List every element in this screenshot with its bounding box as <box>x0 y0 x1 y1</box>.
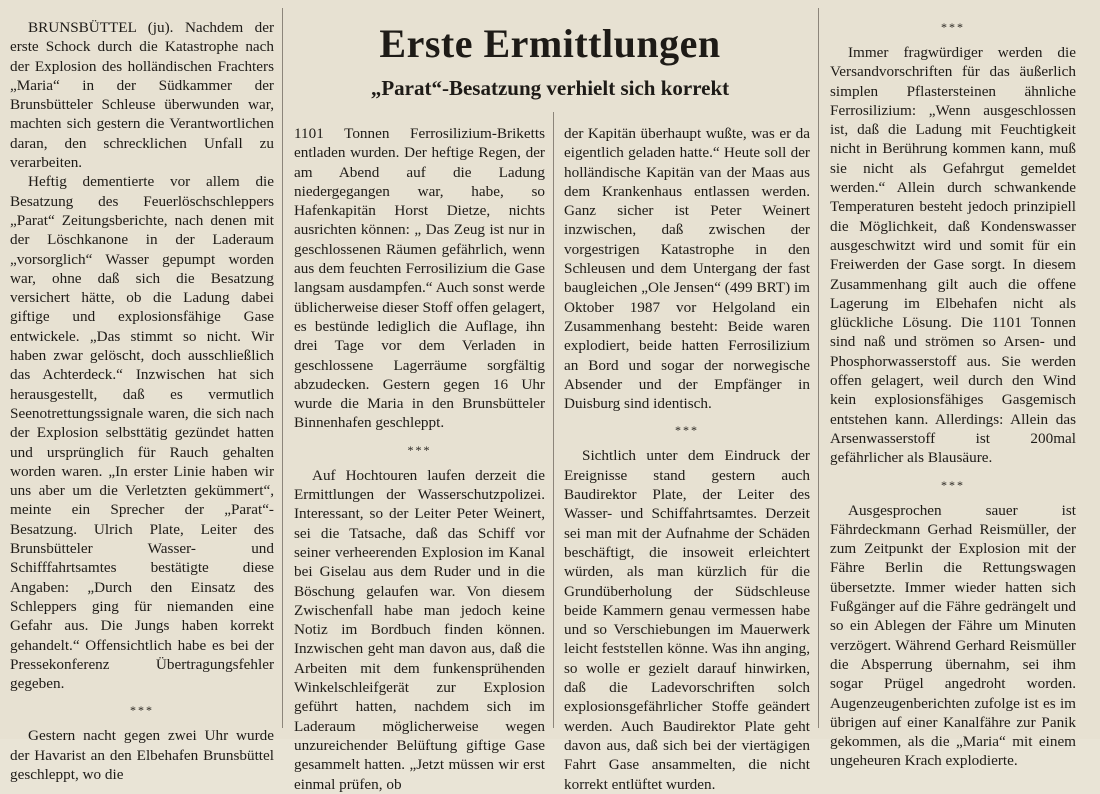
paragraph: der Kapitän überhaupt wußte, was er da eigentlich geladen hatte.“ Heute soll der holländische Kapitän van der Maas aus dem Krankenhaus entlassen werden. Ganz sicher ist Peter Weinert inzwischen, daß zwischen der vorgestrigen Katastrophe in den Schleusen und dem Untergang der fast baugleichen „Ole Jensen“ (499 BRT) im Oktober 1987 vor Helgoland ein Zusammenhang besteht: Beide waren explodiert, beide hatten Ferrosilizium an Bord und sogar der norwegische Absender und der Empfänger in Duisburg sind identisch. <box>564 125 810 413</box>
column-4 <box>830 18 1076 771</box>
column-divider <box>553 112 554 728</box>
column-2 <box>294 124 545 794</box>
section-separator: *** <box>407 442 432 457</box>
paragraph: Gestern nacht gegen zwei Uhr wurde der Havarist an den Elbehafen Brunsbüttel geschleppt, wo die <box>10 727 274 783</box>
column-divider <box>282 8 283 728</box>
section-separator: *** <box>130 703 154 718</box>
column-1 <box>10 18 274 784</box>
section-separator: *** <box>675 423 699 438</box>
paragraph: Ausgesprochen sauer ist Fährdeckmann Gerhad Reismüller, der zum Zeitpunkt der Explosion mit der Fähre Berlin die Rettungswagen übersetzte. Immer wieder hatten sich Fußgänger auf die Fähre gedrängelt und so ein Ablegen der Fähre um Minuten verzögert. Während Gerhard Reismüller die Absperrung übernahm, sei ihm sogar Prügel angedroht worden. Augenzeugenberichten zufolge ist es im übrigen auf einer Kanalfähre zur Panik gekommen, als die „Maria“ mit einem ungeheuren Krach explodierte. <box>830 501 1076 770</box>
headline: Erste Ermittlungen <box>379 21 721 66</box>
paragraph: 1101 Tonnen Ferrosilizium-Briketts entladen wurden. Der heftige Regen, der am Abend auf die Ladung niedergegangen war, habe, so Hafenkapitän Horst Dietze, nichts ausrichten können: „ Das Zeug ist nur in geschlossenen Räumen gefährlich, wenn aus dem feuchten Ferrosilizium die Gase langsam ausdampfen.“ Auch sonst werde üblicherweise dieser Stoff offen gelagert, es bestünde lediglich die Auflage, ihn drei Tage vor dem Verladen in geschlossene Lagerräume sorgfältig abzudecken. Gestern gegen 16 Uhr wurde die Maria in den Brunsbütteler Binnenhafen geschleppt. <box>294 125 545 432</box>
paragraph: Sichtlich unter dem Eindruck der Ereignisse stand gestern auch Baudirektor Plate, der Leiter des Wasser- und Schiffahrtsamtes. Derzeit sei man mit der Aufnahme der Schäden beschäftigt, die insoweit erleichtert würden, als man kürzlich für die Grundüberholung der Südschleuse beide Kammern genau vermessen habe und so Verschiebungen im Mauerwerk leicht feststellen könne. Was ihn anging, so wolle er gezielt darauf hinwirken, daß die Ladevorschriften solch explosionsgefährlicher Stoffe geändert werden. Auch Baudirektor Plate geht davon aus, daß sich bei der viertägigen Fahrt Gase ansammelten, die nicht korrekt entlüftet wurden. <box>564 447 810 793</box>
column-divider <box>818 8 819 728</box>
paragraph: Heftig dementierte vor allem die Besatzung des Feuerlöschschleppers „Parat“ Zeitungsberichte, nach denen mit der Löschkanone in der Laderaum „vorsorglich“ Wasser gepumpt worden war, ohne daß sich die Besatzung versichert hätte, ob die Ladung dabei giftige und explosionsfähige Gase entwickele. „Das stimmt so nicht. Wir haben zwar gelöscht, doch ausschließlich das Achterdeck.“ Inzwischen hat sich herausgestellt, daß es vermutlich Seenotrettungssignale waren, die sich nach der Explosion selbsttätig gezündet hatten und ursprünglich für Rauch gehalten worden waren. „In erster Linie haben wir uns aber um die Verletzten gekümmert“, meinte ein Sprecher der „Parat“-Besatzung. Ulrich Plate, Leiter des Brunsbütteler Wasser- und Schifffahrtsamtes bestätigte diese Angaben: „Durch den Einsatz des Schleppers ging für niemanden eine Gefahr aus. Die Jungs haben korrekt gehandelt.“ Offensichtlich habe es bei der Pressekonferenz Übertragungsfehler gegeben. <box>10 173 274 693</box>
paragraph: Immer fragwürdiger werden die Versandvorschriften für das äußerlich simplen Pflastersteinen ähnliche Ferrosilizium: „Wenn ausgeschlossen ist, daß die Ladung mit Feuchtigkeit nicht in Berührung kommen kann, muß sie nicht als Gefahrgut gemeldet werden.“ Allein durch schwankende Temperaturen besteht jedoch prinzipiell die Möglichkeit, daß Kondenswasser ausgeschwitzt wird und somit für ein Freiwerden der Gase sorgt. In diesem Zusammenhang gilt auch die offene Lagerung im Elbehafen nicht als glückliche Lösung. Die 1101 Tonnen sind naß und strömen so Arsen- und Phosphorwasserstoff aus. Sie werden offen gelagert, weil durch den Wind kein explosionsfähiges Gasgemisch entstehen kann. Allerdings: Allein das Arsenwasserstoff ist 200mal gefährlicher als Blausäure. <box>830 44 1076 467</box>
section-separator: *** <box>941 20 965 34</box>
column-3 <box>564 124 810 794</box>
paragraph: BRUNSBÜTTEL (ju). Nachdem der erste Schock durch die Katastrophe nach der Explosion des holländischen Frachters „Maria“ in der Südkammer der Brunsbütteler Schleuse überwunden war, machten sich gestern die Verantwortlichen daran, den schrecklichen Unfall zu verarbeiten. <box>10 19 274 172</box>
section-separator: *** <box>941 477 965 492</box>
subheadline: „Parat“-Besatzung verhielt sich korrekt <box>370 76 730 100</box>
paragraph: Auf Hochtouren laufen derzeit die Ermittlungen der Wasserschutzpolizei. Interessant, so der Leiter Peter Weinert, sei die Tatsache, daß das Schiff vor seiner verheerenden Explosion im Kanal bei Giselau aus dem Ruder und in die Böschung gelaufen war. Von diesem Zwischenfall habe man jedoch keine Notiz im Bordbuch finden können. Inzwischen geht man davon aus, daß die Arbeiten mit dem funkensprühenden Winkelschleifgerät zur Explosion geführt hatten, nachdem sich im Laderaum möglicherweise wegen unzureichender Belüftung giftige Gase gesammelt hatten. „Jetzt müssen wir erst einmal prüfen, ob <box>294 466 545 793</box>
